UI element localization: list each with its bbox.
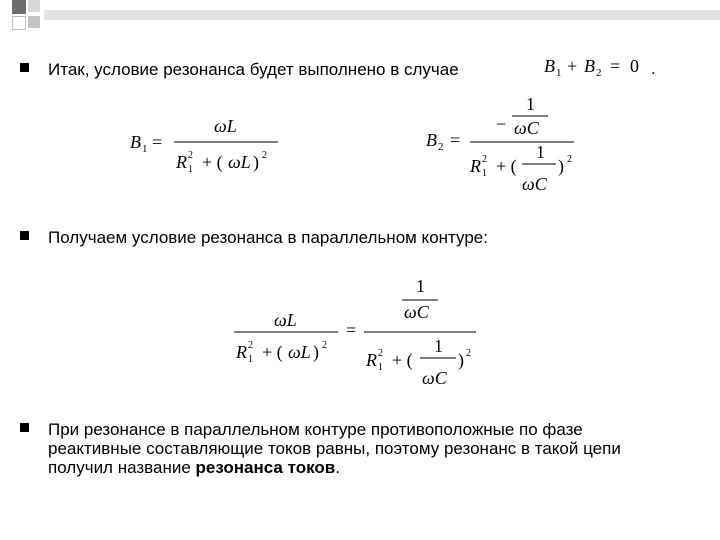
- bullet-2-text: Получаем условие резонанса в параллельном контуре:: [48, 228, 488, 247]
- bullet-1-trailing: .: [651, 59, 656, 78]
- svg-text:2: 2: [188, 150, 193, 161]
- svg-text:ωC: ωC: [522, 174, 547, 194]
- svg-text:B: B: [584, 56, 595, 76]
- svg-text:+ (: + (: [496, 156, 517, 176]
- svg-text:B: B: [426, 130, 437, 150]
- svg-text:ωL: ωL: [228, 152, 251, 172]
- formula-b1: [128, 112, 298, 180]
- deco-square-dark: [12, 0, 26, 14]
- svg-text:): ): [458, 350, 464, 370]
- svg-text:2: 2: [248, 340, 253, 351]
- svg-text:ωL: ωL: [274, 310, 297, 330]
- svg-text:1: 1: [556, 67, 562, 79]
- formula-parallel-resonance: [230, 270, 490, 394]
- bullet-1-text: Итак, условие резонанса будет выполнено в случае: [48, 60, 459, 79]
- svg-text:ωC: ωC: [404, 302, 429, 322]
- svg-text:R: R: [366, 350, 377, 370]
- deco-square-mid: [28, 16, 40, 28]
- svg-text:): ): [253, 152, 259, 172]
- svg-text:1: 1: [536, 142, 545, 162]
- svg-text:2: 2: [322, 340, 327, 351]
- svg-text:1: 1: [188, 164, 193, 175]
- svg-text:1: 1: [248, 354, 253, 365]
- square-bullet-icon: [20, 423, 29, 432]
- formula-resonance-condition: [540, 50, 660, 82]
- svg-text:=: =: [152, 132, 163, 152]
- svg-text:1: 1: [378, 362, 383, 373]
- bullet-3-text: [48, 420, 680, 477]
- svg-text:ωC: ωC: [514, 118, 539, 138]
- svg-text:1: 1: [526, 94, 535, 114]
- svg-text:R: R: [236, 342, 247, 362]
- formula-b2: [424, 92, 604, 198]
- svg-text:1: 1: [434, 336, 443, 356]
- svg-text:B: B: [130, 132, 141, 152]
- svg-text:+ (: + (: [202, 152, 223, 172]
- svg-text:R: R: [176, 152, 187, 172]
- svg-text:−: −: [496, 114, 507, 134]
- svg-text:+ (: + (: [392, 350, 413, 370]
- bullet-3-text-before: При резонансе в параллельном контуре противоположные по фазе реактивные составляющие токов равны, поэтому резонанс в такой цепи получил название: [48, 420, 621, 477]
- svg-text:=: =: [610, 56, 621, 76]
- svg-text:+: +: [567, 56, 578, 76]
- deco-square-light: [28, 0, 40, 12]
- bullet-3-bold-term: резонанса токов: [195, 458, 336, 477]
- svg-text:2: 2: [438, 141, 444, 153]
- deco-square-outline: [12, 16, 26, 30]
- svg-text:=: =: [346, 320, 357, 340]
- svg-text:2: 2: [378, 348, 383, 359]
- svg-text:B: B: [544, 56, 555, 76]
- svg-text:ωL: ωL: [288, 342, 311, 362]
- svg-text:=: =: [450, 130, 461, 150]
- decorative-header-squares: [0, 0, 720, 40]
- square-bullet-icon: [20, 231, 29, 240]
- bullet-3-text-after: .: [335, 458, 340, 477]
- svg-text:2: 2: [596, 67, 602, 79]
- svg-text:): ): [313, 342, 319, 362]
- svg-text:0: 0: [630, 56, 639, 76]
- svg-text:1: 1: [142, 143, 148, 155]
- svg-text:): ): [558, 156, 564, 176]
- svg-text:R: R: [470, 156, 481, 176]
- svg-text:+ (: + (: [262, 342, 283, 362]
- square-bullet-icon: [20, 63, 29, 72]
- svg-text:1: 1: [416, 276, 425, 296]
- svg-text:ωL: ωL: [214, 116, 237, 136]
- deco-bar: [44, 10, 720, 20]
- svg-text:2: 2: [262, 150, 267, 161]
- svg-text:ωC: ωC: [422, 368, 447, 388]
- svg-text:2: 2: [482, 154, 487, 165]
- svg-text:1: 1: [482, 168, 487, 179]
- svg-text:2: 2: [567, 154, 572, 165]
- svg-text:2: 2: [466, 348, 471, 359]
